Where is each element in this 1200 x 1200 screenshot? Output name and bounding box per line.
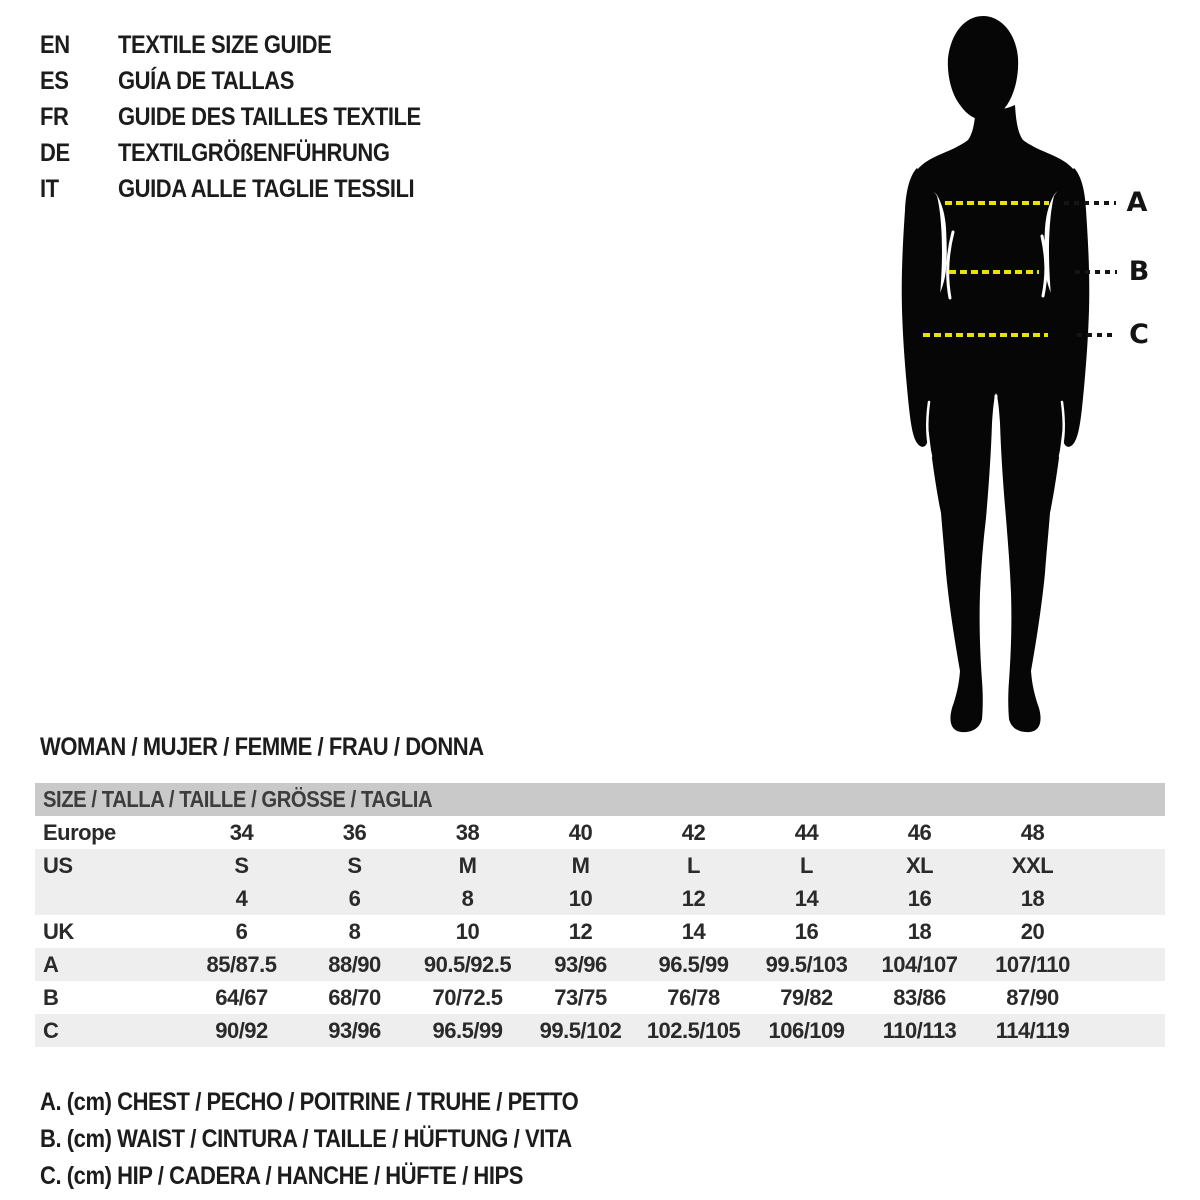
size-value: 16 xyxy=(907,886,932,911)
size-table-rows xyxy=(35,816,1165,1047)
language-row-es xyxy=(40,63,462,99)
hip-label: C xyxy=(1129,319,1149,350)
size-value: 44 xyxy=(794,820,819,845)
language-row-de xyxy=(40,135,462,171)
row-label: A xyxy=(43,952,59,977)
size-value: 8 xyxy=(348,919,361,944)
size-value: 18 xyxy=(907,919,932,944)
size-table-header xyxy=(35,783,1165,816)
size-value: XXL xyxy=(1011,853,1054,878)
legend-line-c xyxy=(40,1158,652,1195)
size-value: 106/109 xyxy=(768,1018,845,1043)
table-row-c xyxy=(35,1014,1165,1047)
size-value: 104/107 xyxy=(881,952,958,977)
size-value: S xyxy=(347,853,362,878)
size-value: 110/113 xyxy=(882,1018,957,1043)
language-row-it xyxy=(40,171,462,207)
chest-label: A xyxy=(1126,187,1148,218)
size-value: 96.5/99 xyxy=(658,952,729,977)
hip-line-black-dotted xyxy=(1077,333,1114,337)
table-row-a xyxy=(35,948,1165,981)
size-value: 88/90 xyxy=(328,952,381,977)
language-title: GUIDE DES TAILLES TEXTILE xyxy=(118,103,421,131)
legend-line-b xyxy=(40,1121,652,1158)
size-value: 42 xyxy=(681,820,706,845)
size-value: 38 xyxy=(455,820,480,845)
size-value: 68/70 xyxy=(328,985,381,1010)
size-value: 16 xyxy=(794,919,819,944)
size-value: 48 xyxy=(1020,820,1045,845)
language-code: ES xyxy=(40,67,69,95)
size-value: 93/96 xyxy=(554,952,607,977)
language-row-en xyxy=(40,27,462,63)
size-value: 4 xyxy=(235,886,248,911)
size-value: 73/75 xyxy=(554,985,607,1010)
size-value: 90/92 xyxy=(215,1018,268,1043)
legend-text: A. (cm) CHEST / PECHO / POITRINE / TRUHE / PETTO xyxy=(40,1088,579,1116)
size-value: 12 xyxy=(681,886,706,911)
language-code: EN xyxy=(40,31,70,59)
size-value: 107/110 xyxy=(995,952,1070,977)
table-row-us xyxy=(35,849,1165,882)
waist-line-yellow xyxy=(949,270,1039,274)
size-value: M xyxy=(571,853,590,878)
size-value: M xyxy=(458,853,477,878)
size-value: 14 xyxy=(794,886,819,911)
size-value: 99.5/102 xyxy=(539,1018,622,1043)
size-value: 114/119 xyxy=(995,1018,1070,1043)
language-code: FR xyxy=(40,103,69,131)
chest-line-black-dotted xyxy=(1064,201,1116,205)
size-value: 12 xyxy=(568,919,593,944)
legend-line-a xyxy=(40,1084,652,1121)
size-value: 90.5/92.5 xyxy=(423,952,512,977)
row-label xyxy=(35,882,185,915)
size-value: 20 xyxy=(1020,919,1045,944)
chest-line-yellow xyxy=(945,201,1049,205)
size-value: 93/96 xyxy=(328,1018,381,1043)
size-value: 85/87.5 xyxy=(206,952,277,977)
size-value: 34 xyxy=(229,820,254,845)
language-title: GUIDA ALLE TAGLIE TESSILI xyxy=(118,175,415,203)
table-row-uk xyxy=(35,915,1165,948)
legend-text: B. (cm) WAIST / CINTURA / TAILLE / HÜFTUNG / VITA xyxy=(40,1125,572,1153)
table-row-us-numeric xyxy=(35,882,1165,915)
size-value: 46 xyxy=(907,820,932,845)
hip-line-yellow xyxy=(923,333,1048,337)
row-label: C xyxy=(43,1018,59,1043)
size-value: 96.5/99 xyxy=(432,1018,503,1043)
language-title: TEXTILGRÖßENFÜHRUNG xyxy=(118,139,390,167)
waist-line-black-dotted xyxy=(1075,270,1117,274)
size-value: 14 xyxy=(681,919,706,944)
size-value: 70/72.5 xyxy=(432,985,503,1010)
size-value: 83/86 xyxy=(893,985,946,1010)
language-title: GUÍA DE TALLAS xyxy=(118,67,294,95)
size-value: L xyxy=(800,853,813,878)
legend-text: C. (cm) HIP / CADERA / HANCHE / HÜFTE / HIPS xyxy=(40,1162,524,1190)
measurement-legend xyxy=(40,1084,652,1195)
section-title-woman xyxy=(40,733,544,762)
row-label: B xyxy=(43,985,59,1010)
size-value: L xyxy=(687,853,700,878)
language-row-fr xyxy=(40,99,462,135)
size-table xyxy=(35,783,1165,1047)
section-title-text: WOMAN / MUJER / FEMME / FRAU / DONNA xyxy=(40,733,484,761)
size-value: 36 xyxy=(342,820,367,845)
size-value: 99.5/103 xyxy=(765,952,848,977)
size-value: 76/78 xyxy=(667,985,720,1010)
row-label: US xyxy=(43,853,73,878)
size-value: 79/82 xyxy=(780,985,833,1010)
size-value: 87/90 xyxy=(1006,985,1059,1010)
size-value: 8 xyxy=(461,886,474,911)
language-list xyxy=(40,27,462,207)
size-value: 102.5/105 xyxy=(646,1018,741,1043)
language-code: IT xyxy=(40,175,59,203)
silhouette-head xyxy=(948,16,1018,120)
size-value: 64/67 xyxy=(215,985,268,1010)
table-row-b xyxy=(35,981,1165,1014)
language-title: TEXTILE SIZE GUIDE xyxy=(118,31,332,59)
waist-label: B xyxy=(1128,256,1150,287)
size-value: 18 xyxy=(1020,886,1045,911)
size-value: 10 xyxy=(455,919,480,944)
size-value: 6 xyxy=(348,886,361,911)
size-table-header-text: SIZE / TALLA / TAILLE / GRÖSSE / TAGLIA xyxy=(43,786,433,812)
table-row-europe xyxy=(35,816,1165,849)
size-value: 40 xyxy=(568,820,593,845)
size-value: XL xyxy=(905,853,934,878)
size-value: 6 xyxy=(235,919,248,944)
woman-silhouette-figure xyxy=(880,12,1110,742)
row-label: Europe xyxy=(43,820,116,845)
size-value: S xyxy=(234,853,249,878)
language-code: DE xyxy=(40,139,70,167)
row-label: UK xyxy=(43,919,74,944)
size-value: 10 xyxy=(568,886,593,911)
